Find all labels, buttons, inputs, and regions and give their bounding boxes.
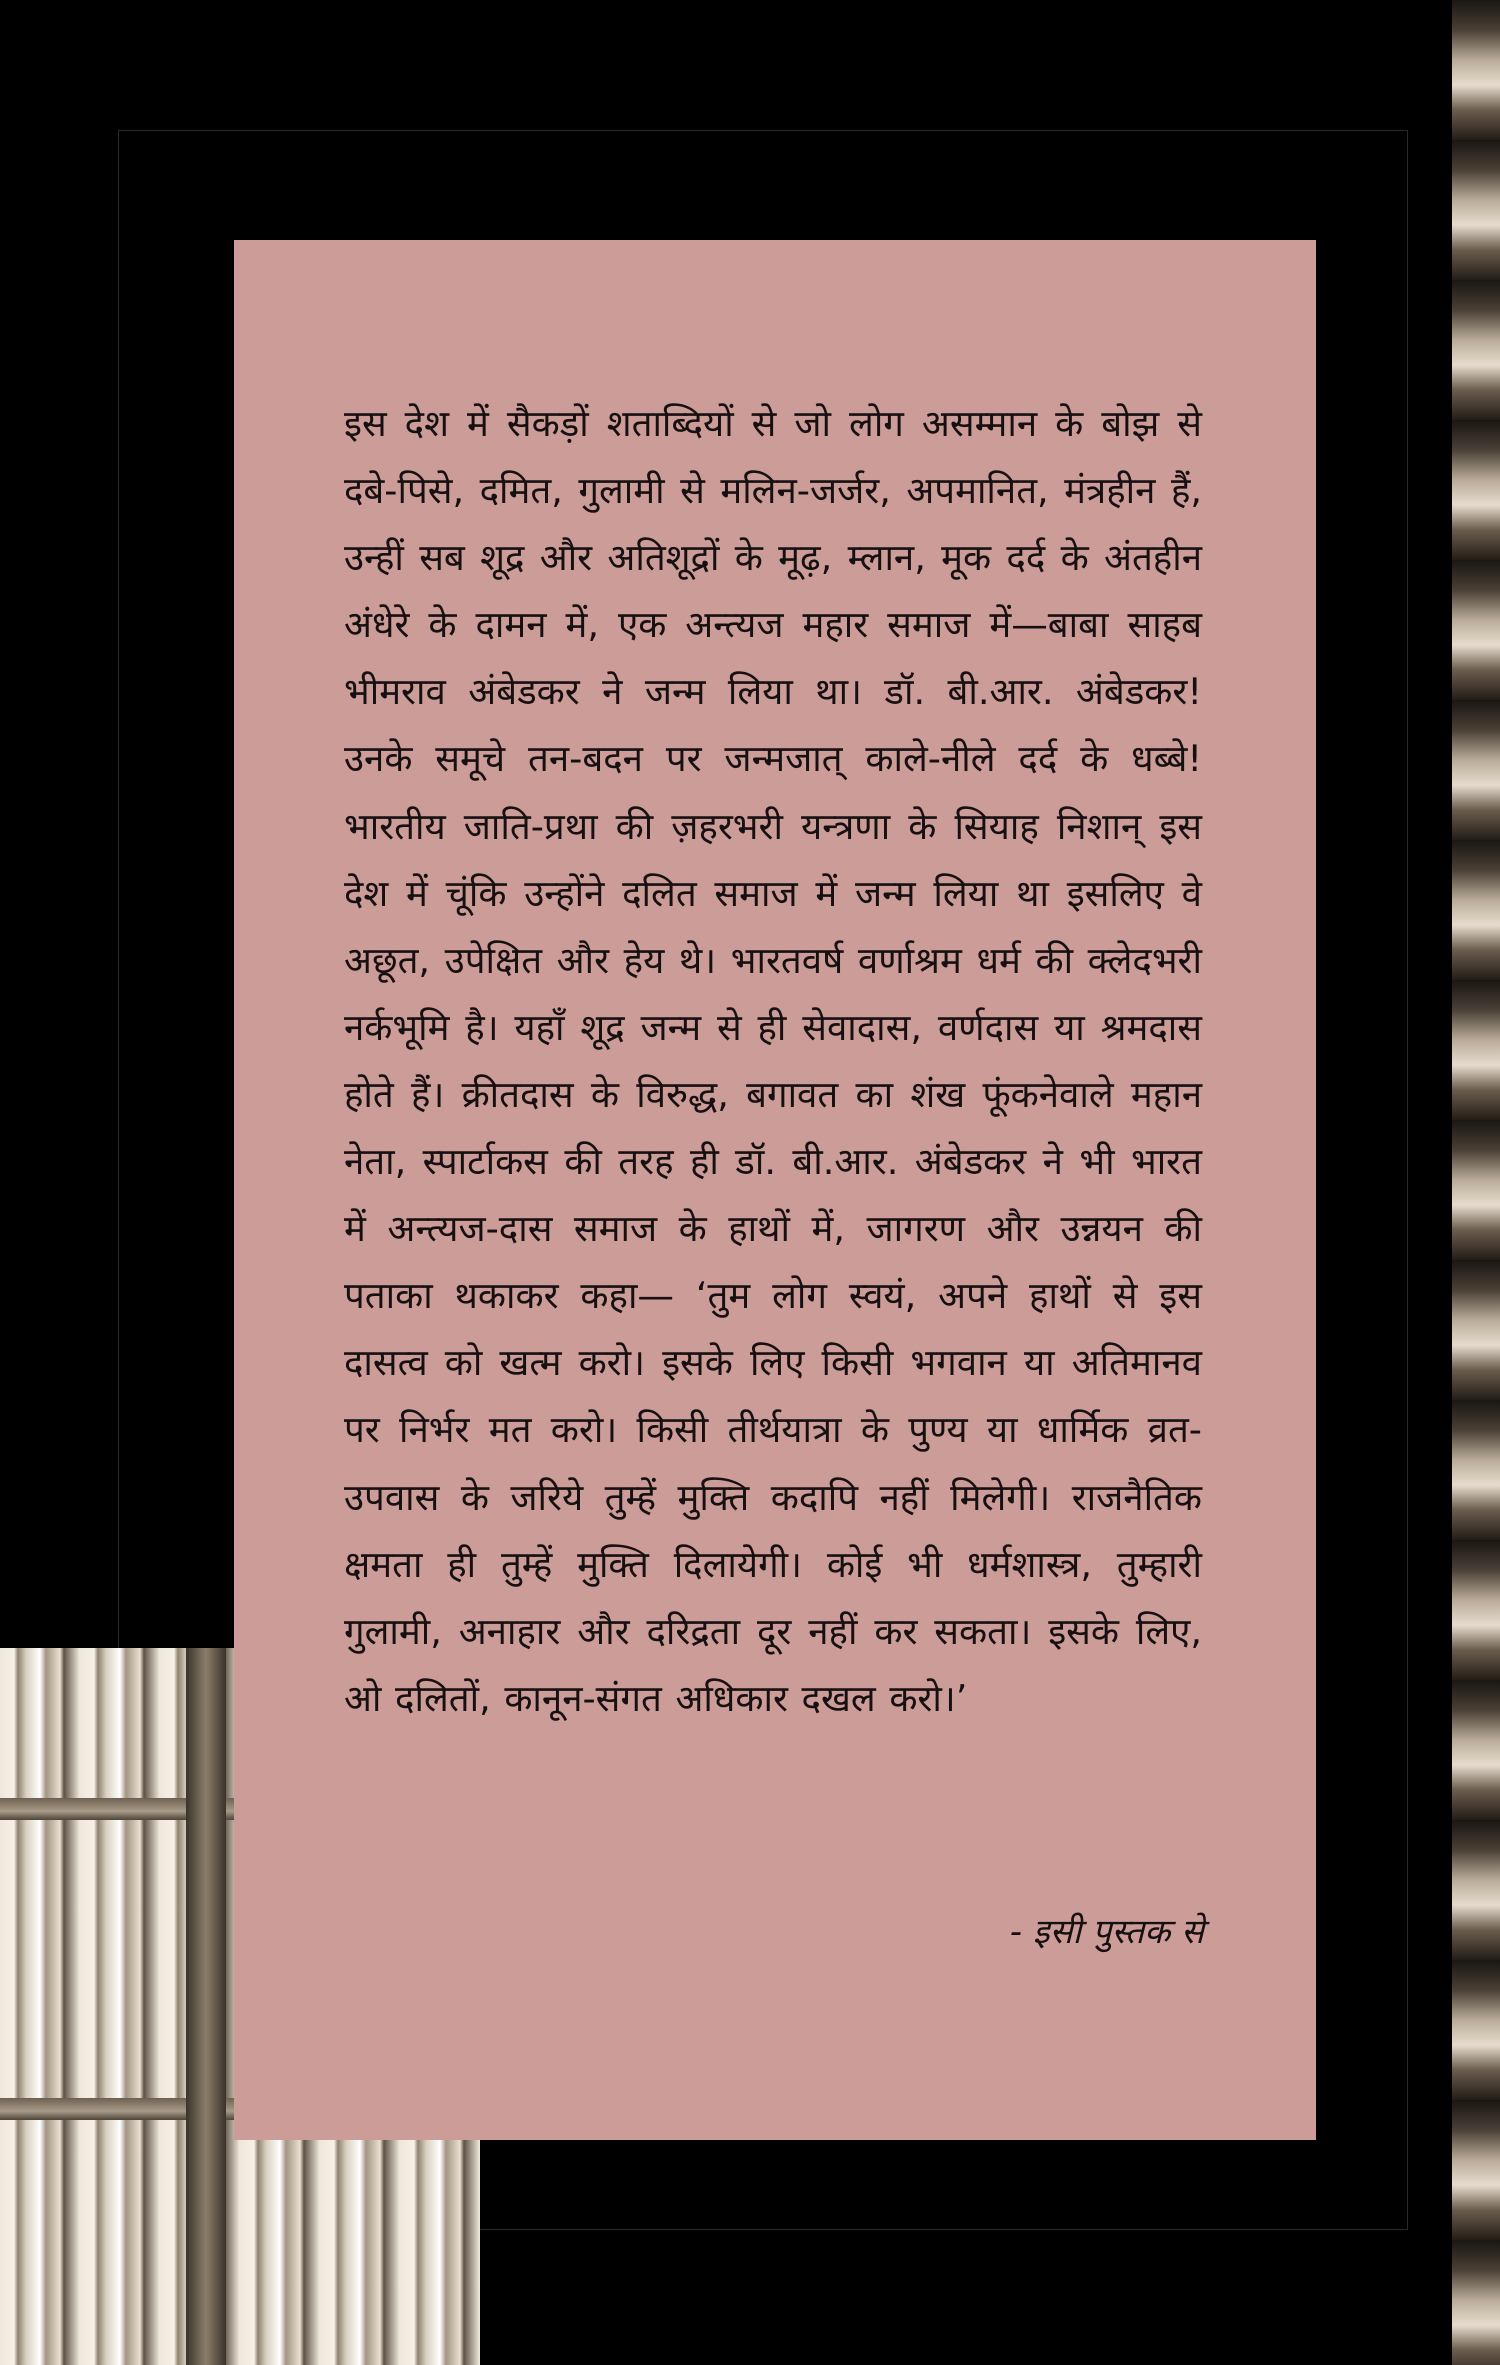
blurb-text: इस देश में सैकड़ों शताब्दियों से जो लोग असम्मान के बोझ से दबे-पिसे, दमित, गुलामी से मलिन-जर्जर, अपमानित, मंत्रहीन हैं, उन्हीं सब शूद्र और अतिशूद्रों के मूढ़, म्लान, मूक दर्द के अंतहीन अंधेरे के दामन में, एक अन्त्यज महार समाज में—बाबा साहब भीमराव अंबेडकर ने जन्म लिया था। डॉ. बी.आर. अंबेडकर! उनके समूचे तन-बदन पर जन्मजात् काले-नीले दर्द के धब्बे! भारतीय जाति-प्रथा की ज़हरभरी यन्त्रणा के सियाह निशान् इस देश में चूंकि उन्होंने दलित समाज में जन्म लिया था इसलिए वे अछूत, उपेक्षित और हेय थे। भारतवर्ष वर्णाश्रम धर्म की क्लेदभरी नर्कभूमि है। यहाँ शूद्र जन्म से ही सेवादास, वर्णदास या श्रमदास होते हैं। क्रीतदास के विरुद्ध, बगावत का शंख फूंकनेवाले महान नेता, स्पार्टाकस की तरह ही डॉ. बी.आर. अंबेडकर ने भी भारत में अन्त्यज-दास समाज के हाथों में, जागरण और उन्नयन की पताका थकाकर कहा— ‘तुम लोग स्वयं, अपने हाथों से इस दासत्व को खत्म करो। इसके लिए किसी भगवान या अतिमानव पर निर्भर मत करो। किसी तीर्थयात्रा के पुण्य या धार्मिक व्रत-उपवास के जरिये तुम्हें मुक्ति कदापि नहीं मिलेगी। राजनैतिक क्षमता ही तुम्हें मुक्ति दिलायेगी। कोई भी धर्मशास्त्र, तुम्हारी गुलामी, अनाहार और दरिद्रता दूर नहीं कर सकता। इसके लिए, ओ दलितों, कानून-संगत अधिकार दखल करो।’ xyxy=(344,402,1202,1720)
shelf-post xyxy=(186,1648,226,2365)
source-attribution: - इसी पुस्तक से xyxy=(1009,1912,1204,1952)
bookshelf-strip xyxy=(1452,0,1500,2365)
blurb-card xyxy=(234,240,1316,2140)
